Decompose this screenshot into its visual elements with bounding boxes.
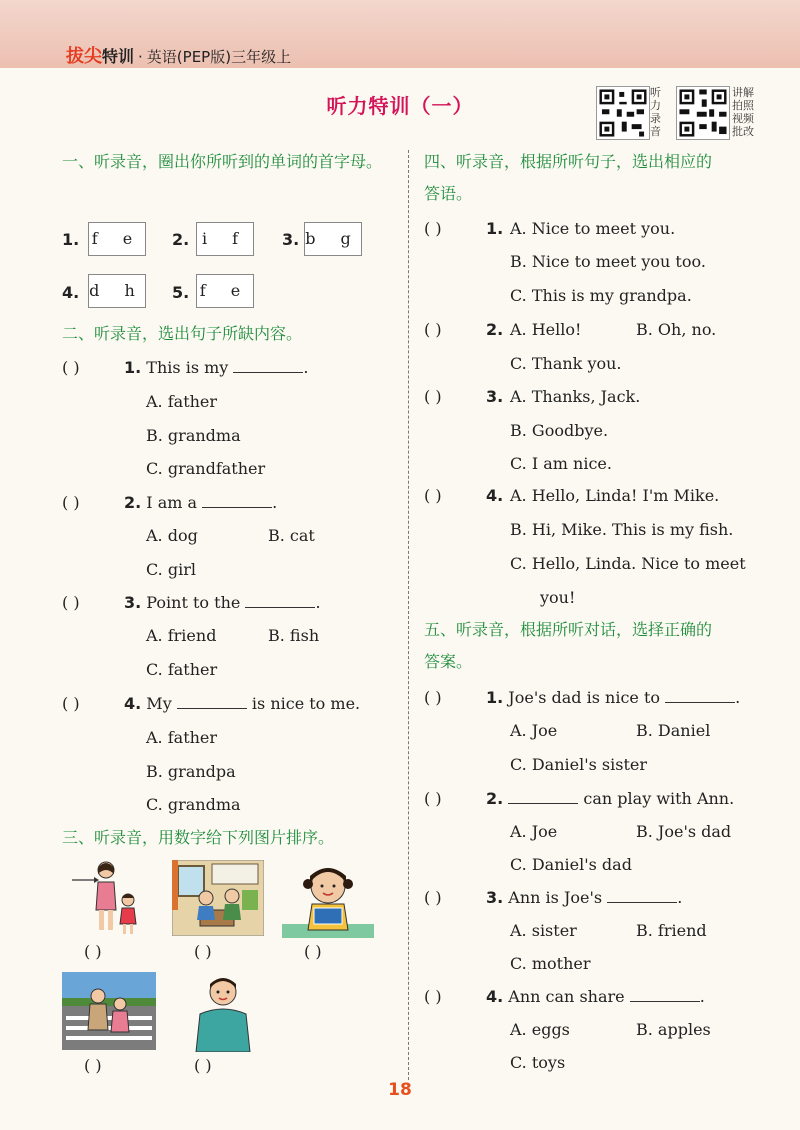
- fill-blank[interactable]: [665, 688, 735, 703]
- option-b[interactable]: B. grandma: [146, 426, 241, 445]
- question-text-end: .: [303, 358, 309, 377]
- question-row: [62, 693, 360, 715]
- picture-answer-paren[interactable]: ( ): [194, 942, 212, 961]
- question-row: [62, 492, 277, 514]
- fill-blank[interactable]: [630, 987, 700, 1002]
- option-a[interactable]: A. eggs: [510, 1020, 570, 1039]
- fill-blank[interactable]: [177, 694, 247, 709]
- option-a[interactable]: A. father: [146, 392, 218, 411]
- item-number: 2.: [172, 230, 190, 249]
- option-b[interactable]: B. cat: [268, 526, 315, 545]
- question-row: [424, 218, 503, 240]
- option-c[interactable]: C. girl: [146, 560, 196, 579]
- option-b[interactable]: B. Hi, Mike. This is my fish.: [510, 520, 734, 539]
- section-4-title-line-2: 答语。: [424, 184, 473, 203]
- question-number: 2.: [124, 493, 142, 512]
- answer-paren[interactable]: ( ): [62, 493, 80, 512]
- question-row: [424, 386, 503, 408]
- qr-code-audio[interactable]: [596, 86, 650, 140]
- page-title: 听力特训（一）: [326, 94, 474, 118]
- question-text: Ann can share: [503, 987, 630, 1006]
- option-a[interactable]: A. sister: [510, 921, 577, 940]
- question-text-end: .: [315, 593, 321, 612]
- answer-paren[interactable]: ( ): [424, 219, 442, 238]
- fill-blank[interactable]: [607, 888, 677, 903]
- header-title: [66, 42, 291, 68]
- question-number: 3.: [486, 888, 504, 907]
- question-number: 2.: [486, 320, 504, 339]
- answer-paren[interactable]: ( ): [424, 888, 442, 907]
- question-number: 4.: [486, 486, 504, 505]
- section-5-title-line-2: 答案。: [424, 652, 473, 671]
- question-text: My: [141, 694, 177, 713]
- section-4-title-line-1: 四、听录音，根据所听句子，选出相应的: [424, 152, 713, 171]
- answer-paren[interactable]: ( ): [424, 987, 442, 1006]
- question-number: 2.: [486, 789, 504, 808]
- question-number: 4.: [124, 694, 142, 713]
- option-c[interactable]: C. grandma: [146, 795, 241, 814]
- item-number: 3.: [282, 230, 300, 249]
- option-a[interactable]: A. Thanks, Jack.: [510, 387, 641, 406]
- option-b[interactable]: B. Oh, no.: [636, 320, 717, 339]
- header-dot: ·: [138, 48, 143, 66]
- letter-box[interactable]: f e: [196, 274, 254, 308]
- item-number: 5.: [172, 283, 190, 302]
- option-a[interactable]: A. Hello, Linda! I'm Mike.: [510, 486, 720, 505]
- option-b[interactable]: B. Daniel: [636, 721, 711, 740]
- option-a[interactable]: A. Hello!: [510, 320, 582, 339]
- qr-label-video: 讲解拍照视频批改: [732, 86, 754, 138]
- option-c[interactable]: C. toys: [510, 1053, 566, 1072]
- question-text-end: .: [272, 493, 278, 512]
- option-c[interactable]: C. Daniel's sister: [510, 755, 647, 774]
- answer-paren[interactable]: ( ): [424, 387, 442, 406]
- option-a[interactable]: A. friend: [146, 626, 217, 645]
- letter-box[interactable]: i f: [196, 222, 254, 256]
- question-text-end: .: [677, 888, 683, 907]
- option-c[interactable]: C. mother: [510, 954, 591, 973]
- item-number: 1.: [62, 230, 80, 249]
- option-b[interactable]: B. grandpa: [146, 762, 236, 781]
- fill-blank[interactable]: [245, 593, 315, 608]
- section-1-title: 一、听录音，圈出你所听到的单词的首字母。: [62, 152, 383, 171]
- brand-name-red: 拔尖: [66, 46, 102, 67]
- section-3-title: 三、听录音，用数字给下列图片排序。: [62, 828, 335, 847]
- header-banner: [0, 0, 800, 68]
- option-b[interactable]: B. friend: [636, 921, 707, 940]
- qr-code-icon: [597, 87, 649, 139]
- picture-man: [192, 970, 254, 1052]
- option-b[interactable]: B. fish: [268, 626, 320, 645]
- answer-paren[interactable]: ( ): [62, 593, 80, 612]
- question-number: 1.: [486, 219, 504, 238]
- option-b[interactable]: B. Joe's dad: [636, 822, 732, 841]
- question-text-end: .: [735, 688, 741, 707]
- letter-box[interactable]: b g: [304, 222, 362, 256]
- picture-crosswalk: [62, 972, 156, 1050]
- option-c[interactable]: C. I am nice.: [510, 454, 612, 473]
- header-subtitle: 英语(PEP版)三年级上: [146, 48, 292, 66]
- brand-name-black: 特训: [102, 47, 135, 66]
- qr-label-audio: 听力录音: [650, 86, 661, 138]
- option-c[interactable]: C. Thank you.: [510, 354, 622, 373]
- question-row: [62, 592, 321, 614]
- question-row: [424, 986, 705, 1008]
- option-a[interactable]: A. Joe: [510, 822, 558, 841]
- fill-blank[interactable]: [508, 789, 578, 804]
- option-b[interactable]: B. Nice to meet you too.: [510, 252, 706, 271]
- picture-answer-paren[interactable]: ( ): [84, 1056, 102, 1075]
- question-number: 1.: [124, 358, 142, 377]
- question-number: 3.: [124, 593, 142, 612]
- option-b[interactable]: B. apples: [636, 1020, 711, 1039]
- option-a[interactable]: A. Joe: [510, 721, 558, 740]
- option-c[interactable]: C. grandfather: [146, 459, 266, 478]
- question-row: [424, 887, 682, 909]
- option-a[interactable]: A. dog: [146, 526, 198, 545]
- option-c-continued: you!: [540, 588, 576, 607]
- picture-girl-reading: [280, 858, 376, 940]
- question-text: Point to the: [141, 593, 246, 612]
- section-2-title: 二、听录音，选出句子所缺内容。: [62, 324, 303, 343]
- question-number: 4.: [486, 987, 504, 1006]
- question-number: 1.: [486, 688, 504, 707]
- option-c[interactable]: C. This is my grandpa.: [510, 286, 692, 305]
- question-row: [424, 687, 740, 709]
- question-number: 3.: [486, 387, 504, 406]
- column-divider: [408, 150, 409, 1080]
- question-row: [424, 319, 503, 341]
- question-row: [424, 788, 734, 810]
- question-text: Ann is Joe's: [503, 888, 608, 907]
- picture-answer-paren[interactable]: ( ): [304, 942, 322, 961]
- option-a[interactable]: A. father: [146, 728, 218, 747]
- answer-paren[interactable]: ( ): [424, 320, 442, 339]
- fill-blank[interactable]: [202, 493, 272, 508]
- question-row: [424, 485, 503, 507]
- letter-box[interactable]: f e: [88, 222, 146, 256]
- question-text: I am a: [141, 493, 203, 512]
- question-row: [62, 357, 309, 379]
- picture-mother-and-girl: [70, 858, 150, 938]
- letter-box[interactable]: d h: [88, 274, 146, 308]
- item-number: 4.: [62, 283, 80, 302]
- answer-paren[interactable]: ( ): [62, 694, 80, 713]
- picture-answer-paren[interactable]: ( ): [84, 942, 102, 961]
- section-5-title-line-1: 五、听录音，根据所听对话，选择正确的: [424, 620, 713, 639]
- option-a[interactable]: A. Nice to meet you.: [510, 219, 676, 238]
- answer-paren[interactable]: ( ): [62, 358, 80, 377]
- question-text-end: .: [699, 987, 705, 1006]
- answer-paren[interactable]: ( ): [424, 486, 442, 505]
- page-number: 18: [388, 1080, 412, 1100]
- option-b[interactable]: B. Goodbye.: [510, 421, 609, 440]
- answer-paren[interactable]: ( ): [424, 789, 442, 808]
- answer-paren[interactable]: ( ): [424, 688, 442, 707]
- option-c[interactable]: C. father: [146, 660, 218, 679]
- qr-code-icon: [677, 87, 729, 139]
- question-text: Joe's dad is nice to: [503, 688, 666, 707]
- qr-code-video[interactable]: [676, 86, 730, 140]
- question-text-end: is nice to me.: [246, 694, 361, 713]
- question-text: This is my: [141, 358, 234, 377]
- option-c[interactable]: C. Hello, Linda. Nice to meet: [510, 554, 746, 573]
- picture-answer-paren[interactable]: ( ): [194, 1056, 212, 1075]
- picture-classroom: [172, 860, 264, 936]
- fill-blank[interactable]: [233, 358, 303, 373]
- question-text-end: can play with Ann.: [578, 789, 735, 808]
- option-c[interactable]: C. Daniel's dad: [510, 855, 632, 874]
